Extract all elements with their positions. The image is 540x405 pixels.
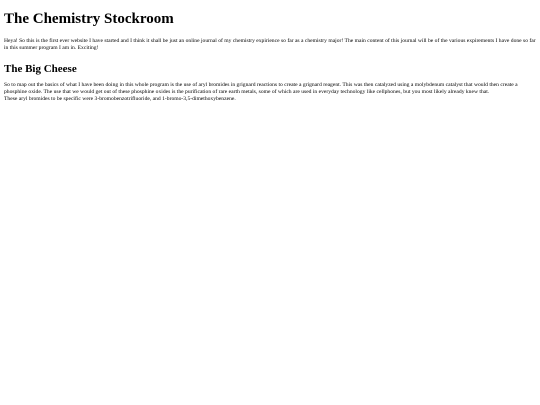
section-heading: The Big Cheese — [4, 63, 77, 75]
page-content — [0, 0, 540, 103]
paragraph-text-continued: These aryl bromides to be specific were 3-bromobenzotrifluoride, and 1-bromo-3,5-dimethoxybenzene. — [4, 96, 236, 102]
page-title: The Chemistry Stockroom — [4, 11, 174, 27]
paragraph-text: So to map out the basics of what I have been doing in this whole program is the use of aryl bromides in grignard reactions to create a grignard reagent. This was then catalyzed using a molybdenum catalyst that would then create a phosphine oxide. The use that we would get out of these phosphine oxides is the purification of rare earth metals, some of which are used in everyday technology like cellphones, but you most likely already knew that. — [4, 82, 518, 95]
section-paragraph — [4, 82, 536, 103]
intro-paragraph: Heya! So this is the first ever website I have started and I think it shall be just an online journal of my chemistry expirience so far as a chemistry major! The main content of this journal will be of the various expirements I have done so far in this summer program I am in. Exciting! — [4, 38, 536, 51]
